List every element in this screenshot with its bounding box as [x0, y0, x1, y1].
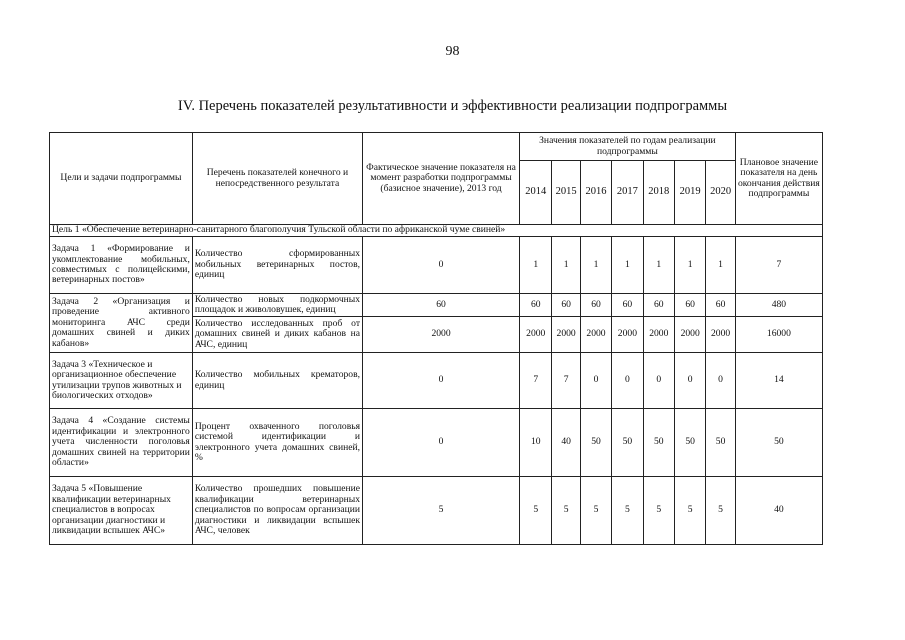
year-value: 2000 [552, 317, 580, 353]
year-value: 60 [552, 294, 580, 317]
header-indicators: Перечень показателей конечного и непосредственного результата [192, 133, 362, 225]
year-value: 40 [552, 409, 580, 477]
year-value: 0 [674, 353, 705, 409]
baseline-cell: 0 [363, 409, 520, 477]
year-value: 50 [674, 409, 705, 477]
header-planned: Плановое значение показателя на день окончания действия подпрограммы [735, 133, 822, 225]
indicators-table [49, 132, 823, 545]
year-value: 0 [706, 353, 735, 409]
table-row [50, 294, 823, 317]
year-value: 0 [580, 353, 611, 409]
year-value: 60 [612, 294, 643, 317]
table-row [50, 353, 823, 409]
year-value: 50 [612, 409, 643, 477]
year-value: 2000 [674, 317, 705, 353]
year-value: 5 [674, 477, 705, 545]
year-value: 0 [612, 353, 643, 409]
indicator-cell: Количество мобильных крематоров, единиц [192, 353, 362, 409]
header-year: 2019 [674, 161, 705, 225]
task-cell: Задача 4 «Создание системы идентификации и электронного учета численности поголовья домашних свиней на территории области» [50, 409, 193, 477]
year-value: 10 [520, 409, 552, 477]
planned-cell: 40 [735, 477, 822, 545]
year-value: 1 [612, 237, 643, 294]
planned-cell: 50 [735, 409, 822, 477]
year-value: 5 [580, 477, 611, 545]
year-value: 50 [643, 409, 674, 477]
header-year: 2015 [552, 161, 580, 225]
indicator-cell: Количество сформированных мобильных ветеринарных постов, единиц [192, 237, 362, 294]
baseline-cell: 2000 [363, 317, 520, 353]
header-year: 2017 [612, 161, 643, 225]
year-value: 5 [612, 477, 643, 545]
table-row [50, 237, 823, 294]
year-value: 60 [643, 294, 674, 317]
task-cell: Задача 2 «Организация и проведение активного мониторинга АЧС среди домашних свиней и диких кабанов» [50, 294, 193, 353]
indicator-cell: Количество новых подкормочных площадок и живоловушек, единиц [192, 294, 362, 317]
page-number: 98 [445, 44, 460, 59]
header-baseline: Фактическое значение показателя на момент разработки подпрограммы (базисное значение), 2013 год [363, 133, 520, 225]
indicator-cell: Количество исследованных проб от домашних свиней и диких кабанов на АЧС, единиц [192, 317, 362, 353]
year-value: 1 [580, 237, 611, 294]
planned-cell: 14 [735, 353, 822, 409]
year-value: 1 [706, 237, 735, 294]
table-row [50, 477, 823, 545]
year-value: 1 [552, 237, 580, 294]
year-value: 50 [706, 409, 735, 477]
year-value: 5 [643, 477, 674, 545]
planned-cell: 480 [735, 294, 822, 317]
year-value: 0 [643, 353, 674, 409]
baseline-cell: 0 [363, 353, 520, 409]
year-value: 60 [674, 294, 705, 317]
goal-row: Цель 1 «Обеспечение ветеринарно-санитарного благополучия Тульской области по африканской чуме свиней» [50, 225, 823, 237]
section-title: IV. Перечень показателей результативности и эффективности реализации подпрограммы [177, 98, 728, 114]
task-cell: Задача 5 «Повышение квалификации ветеринарных специалистов в вопросах организации диагностики и ликвидации вспышек АЧС» [50, 477, 193, 545]
table-row [50, 409, 823, 477]
indicator-cell: Процент охваченного поголовья системой идентификации и электронного учета домашних свиней, % [192, 409, 362, 477]
year-value: 1 [674, 237, 705, 294]
year-value: 60 [580, 294, 611, 317]
baseline-cell: 60 [363, 294, 520, 317]
year-value: 5 [552, 477, 580, 545]
year-value: 7 [552, 353, 580, 409]
header-year: 2020 [706, 161, 735, 225]
year-value: 60 [520, 294, 552, 317]
baseline-cell: 0 [363, 237, 520, 294]
planned-cell: 7 [735, 237, 822, 294]
task-cell: Задача 1 «Формирование и укомплектование мобильных, совместимых с полицейскими, ветеринарных постов» [50, 237, 193, 294]
year-value: 50 [580, 409, 611, 477]
year-value: 5 [706, 477, 735, 545]
year-value: 2000 [520, 317, 552, 353]
task-cell: Задача 3 «Техническое и организационное обеспечение утилизации трупов животных и биологических отходов» [50, 353, 193, 409]
planned-cell: 16000 [735, 317, 822, 353]
header-year: 2014 [520, 161, 552, 225]
year-value: 1 [520, 237, 552, 294]
year-value: 2000 [643, 317, 674, 353]
year-value: 60 [706, 294, 735, 317]
header-year: 2016 [580, 161, 611, 225]
indicator-cell: Количество прошедших повышение квалификации ветеринарных специалистов по вопросам организации диагностики и ликвидации вспышек АЧС, человек [192, 477, 362, 545]
baseline-cell: 5 [363, 477, 520, 545]
year-value: 1 [643, 237, 674, 294]
header-by-years: Значения показателей по годам реализации подпрограммы [520, 133, 736, 161]
year-value: 7 [520, 353, 552, 409]
header-goals: Цели и задачи подпрограммы [50, 133, 193, 225]
header-year: 2018 [643, 161, 674, 225]
year-value: 2000 [612, 317, 643, 353]
year-value: 2000 [580, 317, 611, 353]
year-value: 5 [520, 477, 552, 545]
year-value: 2000 [706, 317, 735, 353]
